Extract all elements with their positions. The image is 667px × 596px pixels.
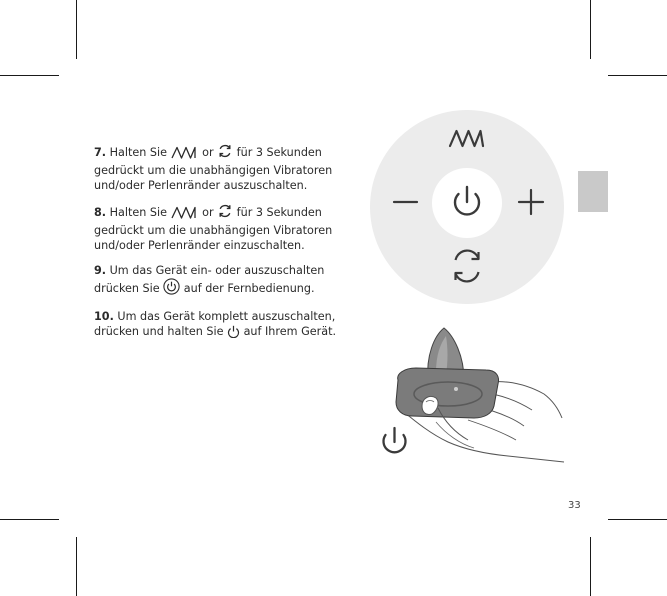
instruction-text: Halten Sie <box>106 146 171 159</box>
crop-mark-bottom-right-horizontal <box>608 519 667 520</box>
crop-mark-top-right-vertical <box>590 0 591 59</box>
hand-with-device-illustration <box>376 322 566 472</box>
instruction-text: auf Ihrem Gerät. <box>240 325 337 338</box>
instruction-text: or <box>198 146 218 159</box>
chapter-tab <box>578 171 608 212</box>
remote-control <box>370 110 564 304</box>
crop-mark-bottom-right-vertical <box>590 537 591 596</box>
instruction-7 <box>94 143 346 193</box>
instruction-text: für 3 Sekunden gedrückt um die unabhängigen Vibratoren und/oder Perlenränder einzuschalten. <box>94 206 333 252</box>
cycle-icon <box>217 143 233 163</box>
wave-icon <box>171 146 199 163</box>
cycle-icon <box>217 203 233 223</box>
instruction-text: Halten Sie <box>106 206 171 219</box>
page-number: 33 <box>568 500 581 511</box>
power-button-circle-icon <box>163 278 180 299</box>
instruction-text: Um das Gerät komplett auszuschalten, drücken und halten Sie <box>94 310 336 338</box>
instruction-text: or <box>198 206 218 219</box>
device-power-button <box>454 387 458 391</box>
instruction-text: auf der Fernbedienung. <box>180 282 315 295</box>
power-icon <box>227 325 240 342</box>
instructions-column <box>94 143 346 352</box>
instruction-text: für 3 Sekunden gedrückt um die unabhängigen Vibratoren und/oder Perlenränder auszuschalten. <box>94 146 333 192</box>
instruction-number: 10. <box>94 310 114 323</box>
crop-mark-bottom-left-horizontal <box>0 519 59 520</box>
instruction-number: 9. <box>94 264 107 277</box>
crop-mark-top-right-horizontal <box>608 75 667 76</box>
crop-mark-top-left-vertical <box>76 0 77 59</box>
crop-mark-top-left-horizontal <box>0 75 59 76</box>
wave-icon <box>171 206 199 223</box>
instruction-9 <box>94 263 346 299</box>
instruction-number: 8. <box>94 206 107 219</box>
instruction-number: 7. <box>94 146 107 159</box>
instruction-8 <box>94 203 346 253</box>
crop-mark-bottom-left-vertical <box>76 537 77 596</box>
instruction-10 <box>94 309 346 342</box>
power-icon <box>384 428 406 452</box>
instruction-text: Um das Gerät ein- oder auszuschalten drücken Sie <box>94 264 325 295</box>
